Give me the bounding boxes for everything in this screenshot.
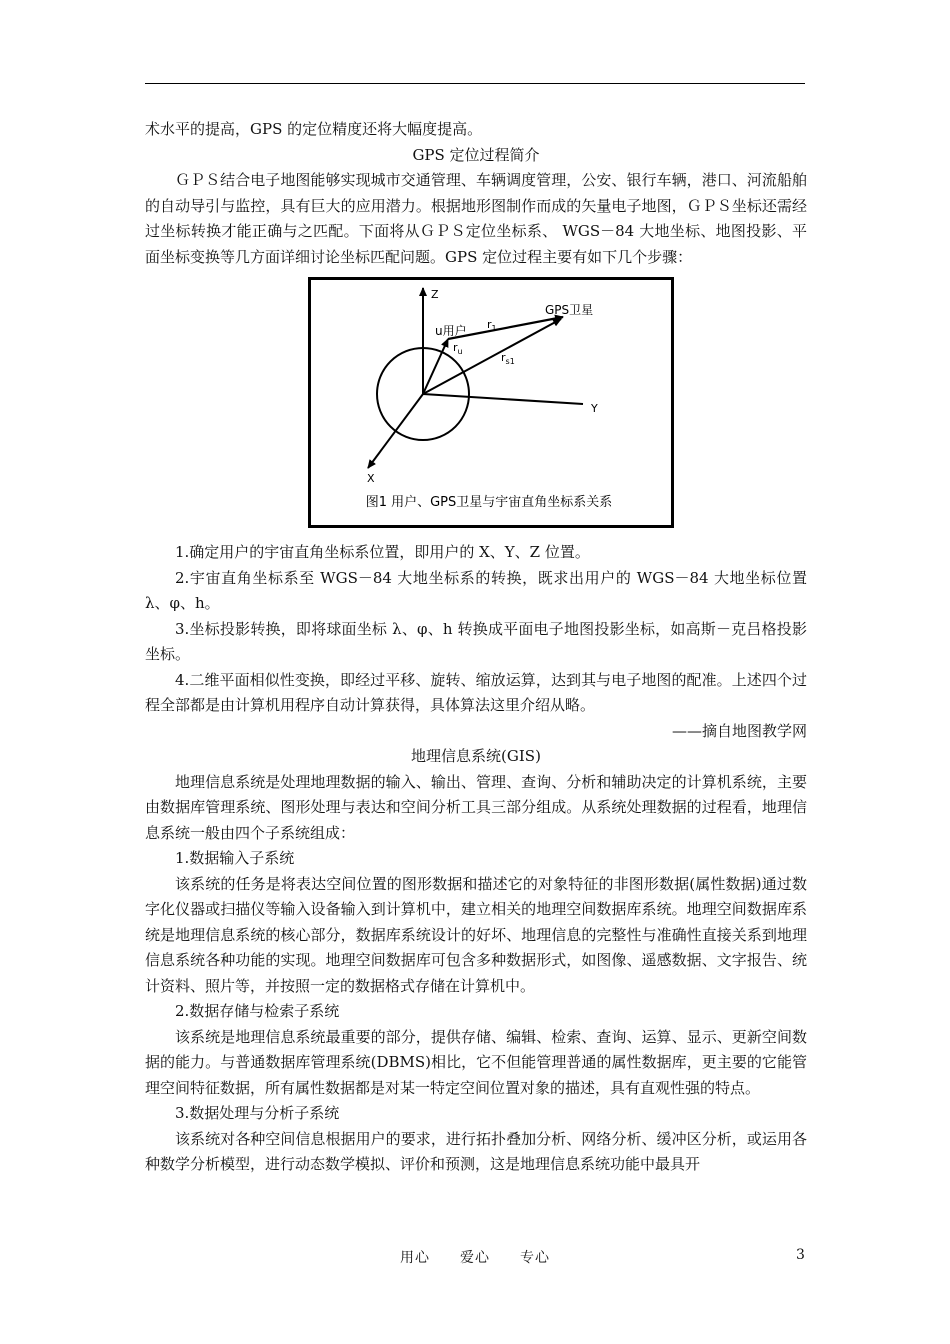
section-heading-gps: GPS 定位过程简介 [412, 145, 540, 164]
paragraph-gis-intro: 地理信息系统是处理地理数据的输入、输出、管理、查询、分析和辅助决定的计算机系统，主要由数据库管理系统、图形处理与表达和空间分析工具三部分组成。从系统处理数据的过程看，地理信息系统一般由四个子系统组成： [145, 772, 807, 842]
user-label: u用户 [435, 324, 467, 338]
satellite-label: GPS卫星 [545, 303, 594, 317]
paragraph-input: 该系统的任务是将表达空间位置的图形数据和描述它的对象特征的非图形数据(属性数据)通过数字化仪器或扫描仪等输入设备输入到计算机中，建立相关的地理空间数据库系统。地理空间数据库系统是地理信息系统的核心部分，数据库系统设计的好坏、地理信息的完整性与准确性直接关系到地理信息系统各种功能的实现。地理空间数据库可包含多种数据形式，如图像、遥感数据、文字报告、统计资料、照片等，并按照一定的数据格式存储在计算机中。 [145, 874, 807, 995]
ru-label: $r_u$ [453, 341, 463, 356]
step-4: 4.二维平面相似性变换，即经过平移、旋转、缩放运算，达到其与电子地图的配准。上述四个过程全部都是由计算机用程序自动计算获得，具体算法这里介绍从略。 [145, 670, 807, 714]
subsystem-heading-input: 1.数据输入子系统 [175, 849, 295, 867]
footer-motto: 用心 爱心 专心 [400, 1250, 550, 1266]
paragraph-analysis: 该系统对各种空间信息根据用户的要求，进行拓扑叠加分析、网络分析、缓冲区分析，或运用各种数学分析模型，进行动态数学模拟、评价和预测，这是地理信息系统功能中最具开 [145, 1129, 807, 1173]
coordinate-diagram [308, 277, 674, 528]
paragraph-intro-end: 术水平的提高，GPS 的定位精度还将大幅度提高。 [145, 120, 483, 138]
source-attribution: ——摘自地图教学网 [671, 721, 807, 740]
coordinate-diagram-svg [311, 280, 671, 525]
subsystem-heading-analysis: 3.数据处理与分析子系统 [175, 1104, 340, 1122]
document-body [145, 117, 807, 1178]
paragraph-gps-intro: ＧＰＳ结合电子地图能够实现城市交通管理、车辆调度管理，公安、银行车辆，港口、河流船舶的自动导引与监控，具有巨大的应用潜力。根据地形图制作而成的矢量电子地图，ＧＰＳ坐标还需经过坐标转换才能正确与之匹配。下面将从ＧＰＳ定位坐标系、 WGS－84 大地坐标、地图投影、平面坐标变换等几方面详细讨论坐标匹配问题。GPS 定位过程主要有如下几个步骤： [145, 171, 807, 266]
rs1-label: $r_{s1}$ [501, 351, 515, 366]
z-axis-label: Z [431, 288, 439, 301]
figure-caption: 图1 用户、GPS卫星与宇宙直角坐标系关系 [365, 495, 613, 510]
x-axis-label: X [367, 472, 375, 485]
subsystem-heading-storage: 2.数据存储与检索子系统 [175, 1002, 340, 1020]
y-axis-label: Y [591, 402, 598, 415]
step-1: 1.确定用户的宇宙直角坐标系位置，即用户的 X、Y、Z 位置。 [175, 543, 590, 561]
section-heading-gis: 地理信息系统(GIS) [411, 747, 541, 765]
figure-container [145, 270, 807, 540]
header-rule [145, 83, 805, 84]
r1-label: $r_1$ [487, 318, 497, 333]
y-axis [423, 394, 583, 404]
page-number: 3 [796, 1247, 805, 1263]
step-3: 3.坐标投影转换，即将球面坐标 λ、φ、h 转换成平面电子地图投影坐标，如高斯－克吕格投影坐标。 [145, 619, 807, 663]
paragraph-storage: 该系统是地理信息系统最重要的部分，提供存储、编辑、检索、查询、运算、显示、更新空间数据的能力。与普通数据库管理系统(DBMS)相比，它不但能管理普通的属性数据库，更主要的它能管理空间特征数据，所有属性数据都是对某一特定空间位置对象的描述，具有直观性强的特点。 [145, 1027, 807, 1097]
x-axis [368, 394, 423, 468]
step-2: 2.宇宙直角坐标系至 WGS－84 大地坐标系的转换，既求出用户的 WGS－84 大地坐标位置 λ、φ、h。 [145, 568, 807, 612]
